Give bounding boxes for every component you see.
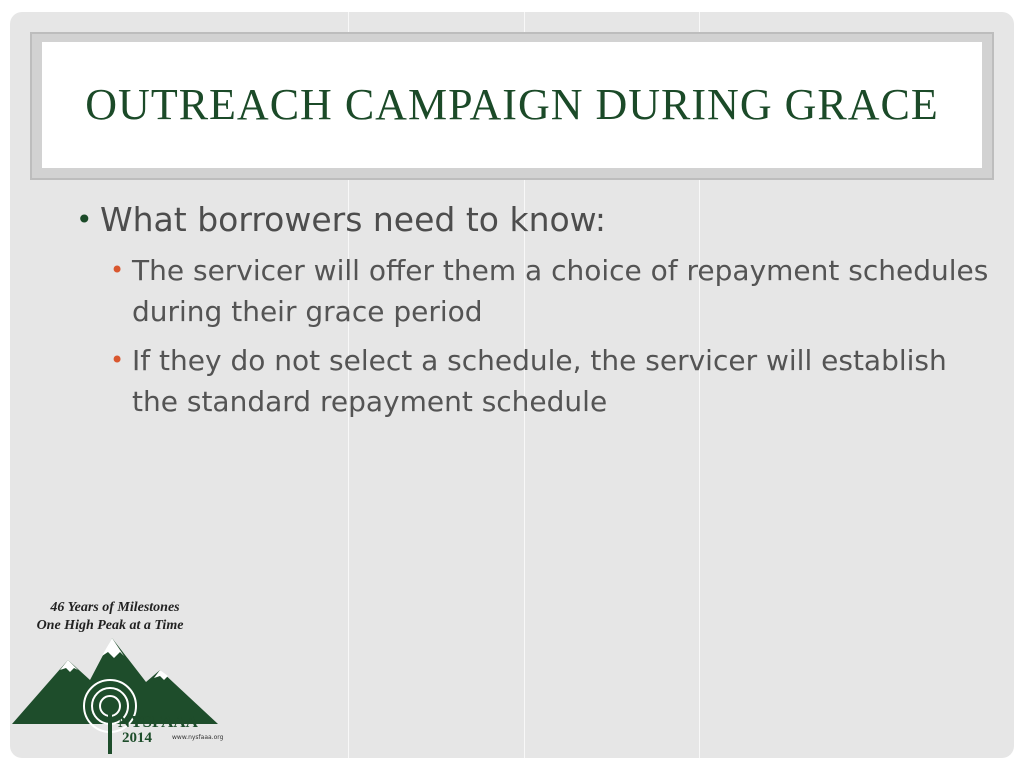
logo-tagline-1: 46 Years of Milestones — [50, 600, 180, 615]
nysfaaa-logo — [10, 598, 240, 758]
bullet-dot: • — [76, 203, 93, 236]
main-bullet — [72, 200, 992, 240]
sub-bullet-list — [102, 250, 992, 422]
sub-bullet-text: The servicer will offer them a choice of repayment schedules during their grace period — [132, 254, 989, 328]
main-bullet-text: What borrowers need to know: — [100, 200, 606, 239]
slide-content — [72, 200, 992, 430]
title-frame — [30, 32, 994, 180]
logo-org-name: NYSFAAA — [118, 712, 198, 731]
sub-bullet-text: If they do not select a schedule, the servicer will establish the standard repayment schedule — [132, 344, 947, 418]
sub-bullet — [102, 340, 992, 422]
title-box — [42, 42, 982, 168]
slide — [10, 12, 1014, 758]
bullet-dot: • — [110, 346, 125, 374]
slide-title: OUTREACH CAMPAIGN DURING GRACE — [85, 80, 939, 129]
logo-year: 2014 — [122, 730, 152, 746]
logo-tagline-2: One High Peak at a Time — [36, 618, 184, 633]
bullet-dot: • — [110, 256, 125, 284]
logo-url: www.nysfaaa.org — [172, 734, 224, 741]
sub-bullet — [102, 250, 992, 332]
